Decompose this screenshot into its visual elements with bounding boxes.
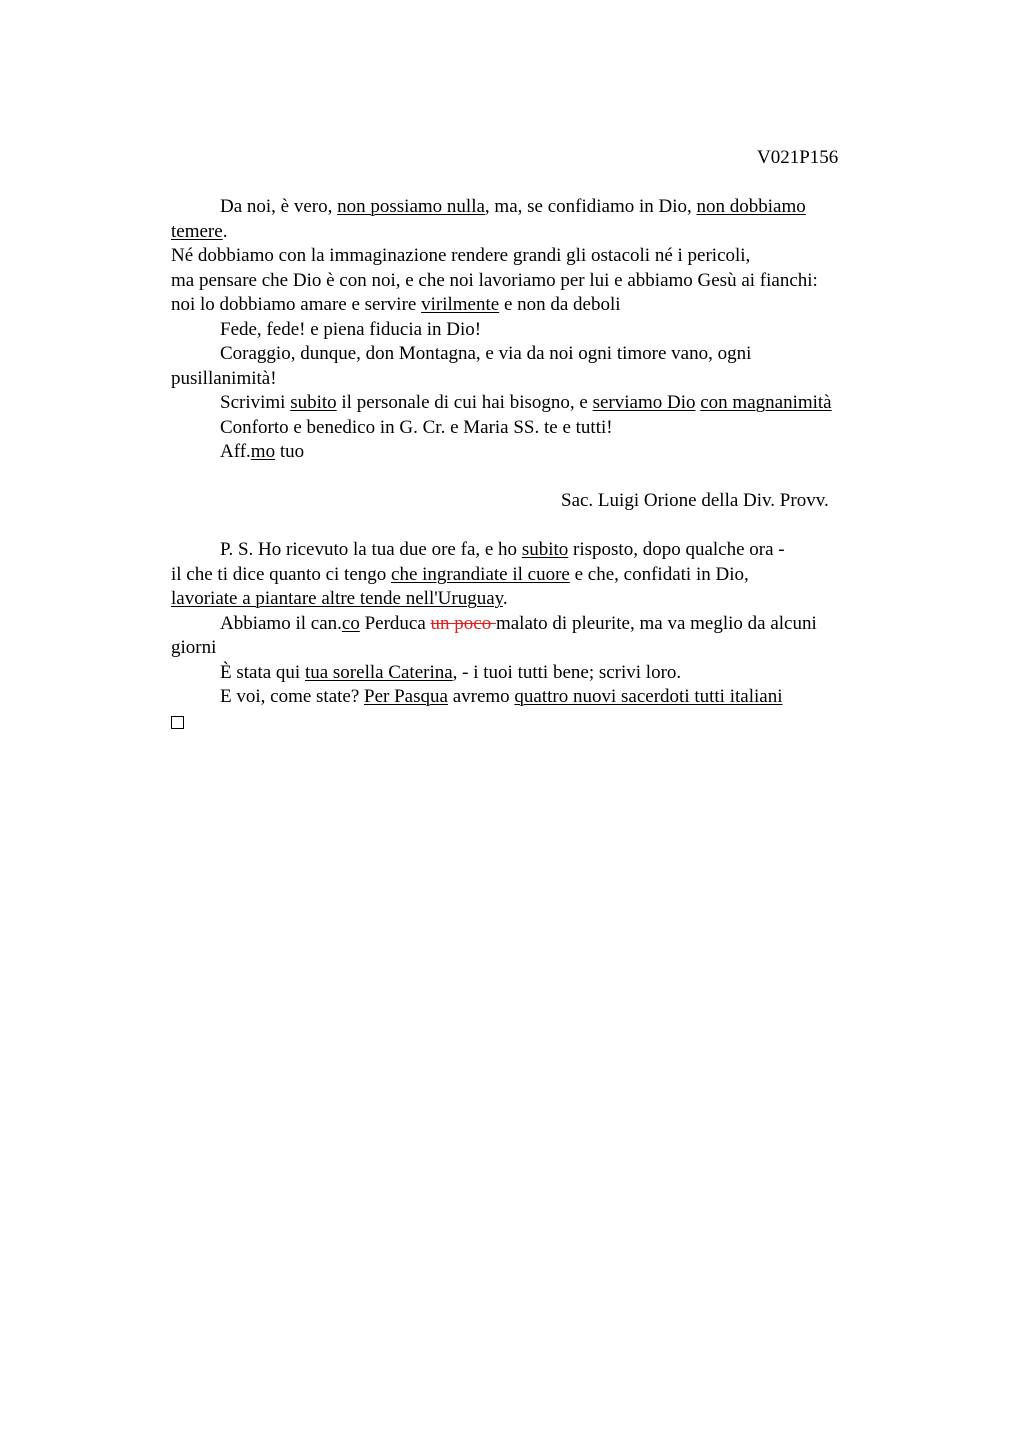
text-run: tuo (275, 441, 305, 462)
underlined-text: co (341, 612, 360, 634)
text-run: e non da deboli (499, 294, 621, 315)
underlined-text: subito (521, 539, 569, 560)
text-run: e che, confidati in Dio, (569, 563, 749, 585)
underlined-text: virilmente (421, 294, 500, 315)
paragraph-line (171, 391, 891, 416)
underlined-text: Per Pasqua (364, 686, 448, 707)
underlined-text: non possiamo nulla (337, 196, 485, 217)
paragraph-line: pusillanimità! (171, 367, 277, 389)
underlined-text: mo (250, 441, 276, 462)
document-reference: V021P156 (757, 147, 839, 168)
text-run: il che ti dice quanto ci tengo (171, 563, 392, 585)
text-run: il personale di cui hai bisogno, e (336, 392, 593, 413)
paragraph-line: Conforto e benedico in G. Cr. e Maria SS. te e tutti! (220, 416, 613, 438)
spacer (171, 514, 891, 539)
deleted-text: un poco (430, 612, 496, 634)
underlined-text: subito (290, 392, 337, 413)
text-run: risposto, dopo qualche ora - (568, 539, 785, 560)
signature: Sac. Luigi Orione della Div. Provv. (561, 490, 829, 511)
underlined-text: tua sorella Caterina (304, 661, 453, 683)
text-run: E voi, come state? (220, 686, 365, 707)
underlined-text: non dobbiamo (696, 196, 806, 217)
underlined-text: lavoriate a piantare altre tende nell'Uruguay (171, 588, 503, 609)
paragraph-line (171, 220, 891, 245)
text-run: Abbiamo il can. (220, 612, 342, 634)
text-run: . (222, 220, 228, 242)
letter-body (171, 195, 891, 734)
paragraph-line: Né dobbiamo con la immaginazione rendere grandi gli ostacoli né i pericoli, (171, 245, 751, 266)
text-run: , ma, se confidiamo in Dio, (484, 196, 697, 217)
postscript-line (171, 661, 891, 686)
underlined-text: che ingrandiate il cuore (391, 563, 570, 585)
text-run: avremo (447, 686, 515, 707)
paragraph-line: Coraggio, dunque, don Montagna, e via da noi ogni timore vano, ogni (220, 343, 752, 364)
paragraph-line: ma pensare che Dio è con noi, e che noi lavoriamo per lui e abbiamo Gesù ai fianchi: (171, 269, 818, 291)
underlined-text: quattro nuovi sacerdoti tutti italiani (514, 686, 783, 707)
text-run: P. S. Ho ricevuto la tua due ore fa, e ho (220, 539, 522, 560)
text-run: malato di pleurite, ma va meglio da alcuni (495, 612, 817, 634)
spacer (171, 465, 891, 490)
text-run: Perduca (359, 612, 431, 634)
underlined-text: serviamo Dio (592, 392, 696, 413)
text-run: , - i tuoi tutti bene; scrivi loro. (452, 661, 682, 683)
postscript-line (171, 612, 891, 637)
postscript-line (171, 538, 891, 563)
text-run: Aff. (220, 441, 251, 462)
end-marker-line (171, 710, 891, 735)
text-run: Scrivimi (220, 392, 291, 413)
text-run: Da noi, è vero, (220, 196, 338, 217)
underlined-text: con magnanimità (700, 392, 832, 413)
postscript-line (171, 563, 891, 588)
paragraph-line (171, 195, 891, 220)
paragraph-line (171, 293, 891, 318)
text-run: È stata qui (220, 661, 305, 683)
postscript-line (171, 685, 891, 710)
postscript-line (171, 587, 891, 612)
postscript-line: giorni (171, 637, 217, 658)
square-box-icon (171, 716, 184, 729)
text-run: noi lo dobbiamo amare e servire (171, 294, 422, 315)
underlined-text: temere (171, 220, 223, 242)
paragraph-line: Fede, fede! e piena fiducia in Dio! (220, 318, 482, 340)
text-run: . (502, 588, 508, 609)
closing-line (171, 440, 891, 465)
